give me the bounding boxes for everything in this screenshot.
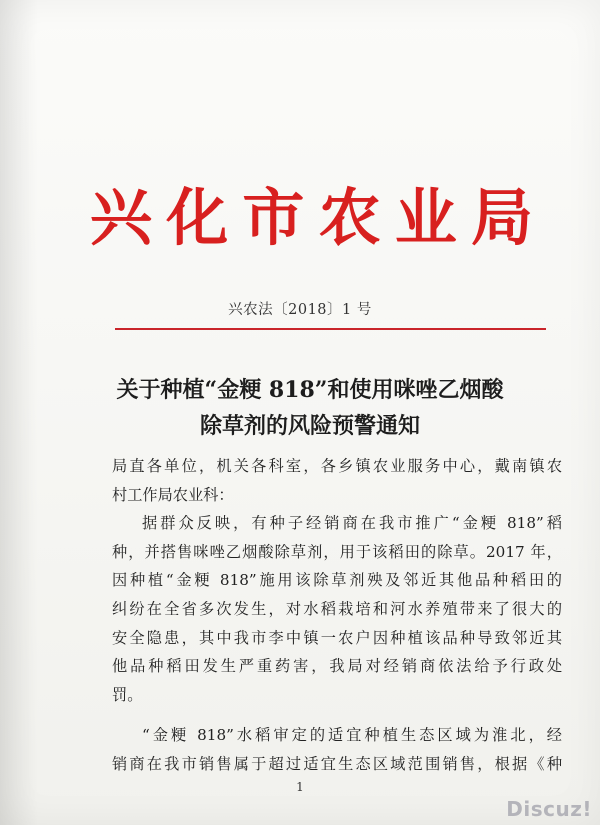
text-line: 安全隐患，其中我市李中镇一农户因种植该品种导致邻近其 — [112, 628, 562, 647]
page-number: 1 — [296, 780, 304, 794]
scan-shadow — [0, 0, 38, 825]
notice-title-line: 关于种植“金粳 818”和使用咪唑乙烟酸 — [116, 377, 504, 403]
red-divider-line — [115, 328, 546, 330]
paragraph-2 — [112, 721, 562, 778]
notice-title-line: 除草剂的风险预警通知 — [199, 413, 420, 439]
paragraph-1 — [112, 509, 562, 709]
document-number: 兴农法〔2018〕1 号 — [228, 302, 372, 318]
text-line: 因种植“金粳 818”施用该除草剂殃及邻近其他品种稻田的 — [112, 571, 562, 590]
text-line: 他品种稻田发生严重药害，我局对经销商依法给予行政处 — [112, 657, 562, 676]
notice-body — [112, 452, 562, 779]
text-line: 种，并搭售咪唑乙烟酸除草剂，用于该稻田的除草。2017 年， — [112, 542, 562, 561]
text-line: 村工作局农业科： — [112, 485, 234, 504]
notice-title — [100, 372, 520, 444]
watermark-logo: Discuz! — [506, 797, 592, 821]
text-line: 纠纷在全省多次发生，对水稻栽培和河水养殖带来了很大的 — [112, 599, 562, 618]
text-line: 销商在我市销售属于超过适宜生态区域范围销售，根据《种 — [112, 754, 562, 773]
paragraph-gap — [112, 709, 562, 721]
text-line: 局直各单位，机关各科室，各乡镇农业服务中心，戴南镇农 — [112, 457, 562, 475]
text-line: 罚。 — [112, 685, 143, 704]
addressee — [112, 452, 562, 509]
text-line: “金粳 818”水稻审定的适宜种植生态区域为淮北，经 — [142, 726, 562, 745]
issuer-header: 兴化市农业局 — [90, 181, 535, 254]
text-line: 据群众反映，有种子经销商在我市推广“金粳 818”稻 — [142, 514, 562, 533]
